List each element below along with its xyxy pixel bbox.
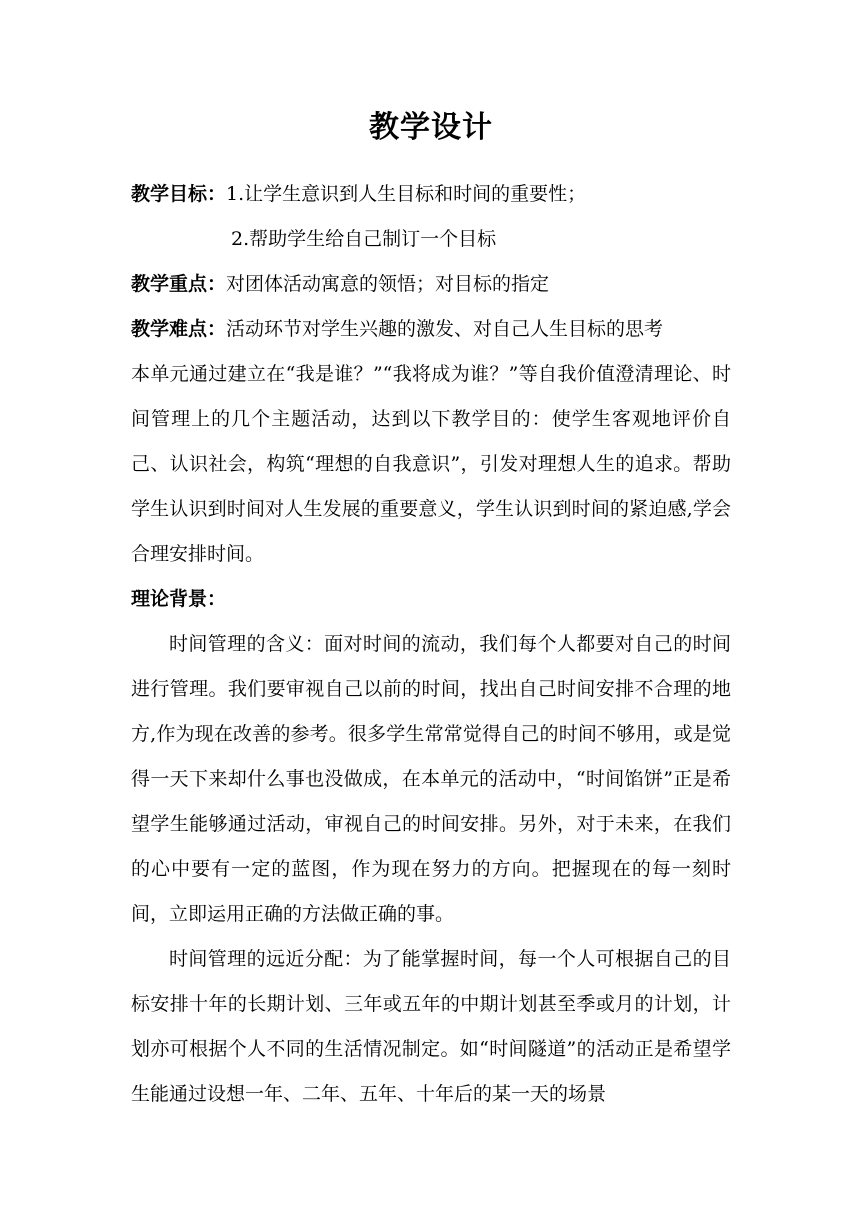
objective-item-2: 2.帮助学生给自己制订一个目标	[231, 228, 497, 250]
key-points-label: 教学重点：	[131, 273, 227, 295]
difficulties-text: 活动环节对学生兴趣的激发、对自己人生目标的思考	[226, 318, 664, 340]
objectives-line-1	[131, 172, 731, 217]
objectives-line-2	[131, 217, 731, 262]
difficulties-label: 教学难点：	[131, 318, 227, 340]
theory-heading: 理论背景：	[131, 588, 227, 610]
key-points-line	[131, 262, 731, 307]
difficulties-line	[131, 307, 731, 352]
document-title: 教学设计	[369, 110, 493, 145]
objectives-label: 教学目标：	[131, 183, 227, 205]
theory-paragraph-2: 时间管理的远近分配：为了能掌握时间，每一个人可根据自己的目标安排十年的长期计划、三年或五年的中期计划甚至季或月的计划，计划亦可根据个人不同的生活情况制定。如“时间隧道”的活动正是希望学生能通过设想一年、二年、五年、十年后的某一天的场景	[131, 948, 731, 1105]
document-page	[131, 100, 731, 1117]
objective-item-1: 1.让学生意识到人生目标和时间的重要性；	[226, 183, 587, 205]
intro-paragraph: 本单元通过建立在“我是谁？”“我将成为谁？”等自我价值澄清理论、时间管理上的几个主题活动，达到以下教学目的：使学生客观地评价自己、认识社会，构筑“理想的自我意识”，引发对理想人生的追求。帮助学生认识到时间对人生发展的重要意义，学生认识到时间的紧迫感,学会合理安排时间。	[131, 363, 731, 565]
theory-paragraph-1: 时间管理的含义：面对时间的流动，我们每个人都要对自己的时间进行管理。我们要审视自己以前的时间，找出自己时间安排不合理的地方,作为现在改善的参考。很多学生常常觉得自己的时间不够用，或是觉得一天下来却什么事也没做成，在本单元的活动中，“时间馅饼”正是希望学生能够通过活动，审视自己的时间安排。另外，对于未来，在我们的心中要有一定的蓝图，作为现在努力的方向。把握现在的每一刻时间，立即运用正确的方法做正确的事。	[131, 633, 731, 925]
key-points-text: 对团体活动寓意的领悟；对目标的指定	[226, 273, 550, 295]
